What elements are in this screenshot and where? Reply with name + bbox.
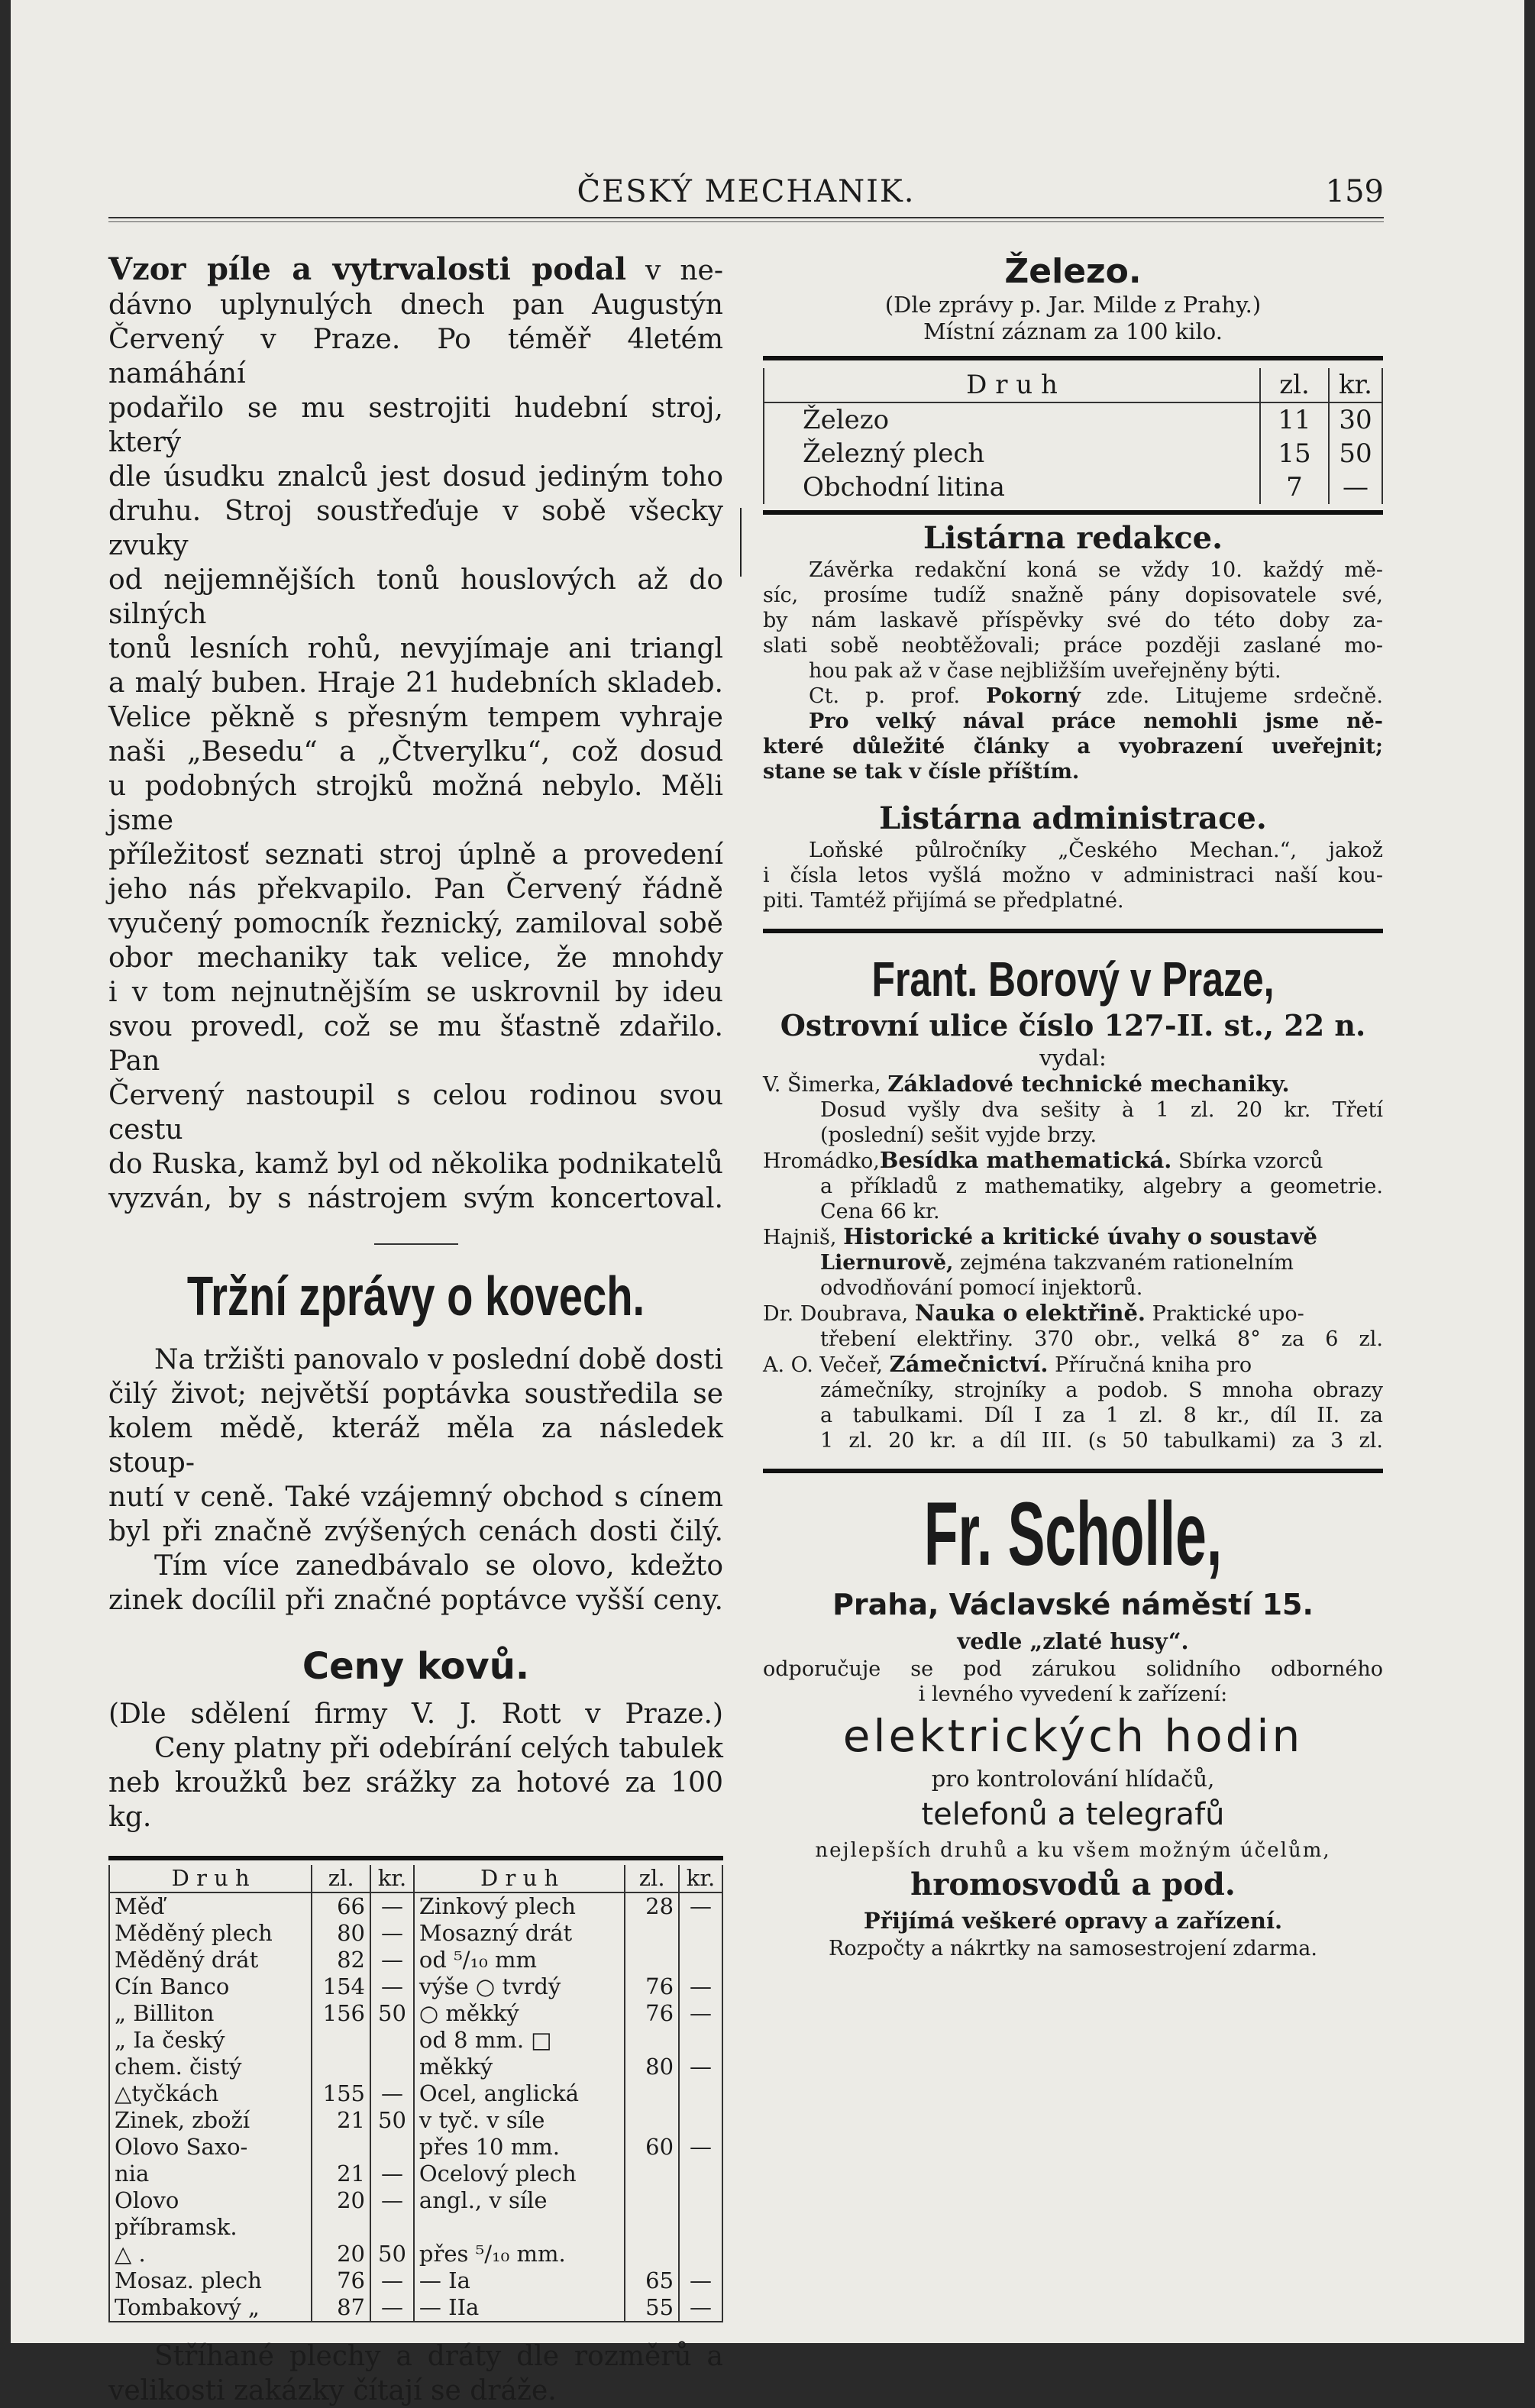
intro-line: podařilo se mu sestrojiti hudební stroj, který bbox=[108, 393, 723, 458]
metal-zl bbox=[625, 2080, 679, 2107]
newspaper-page bbox=[11, 0, 1524, 2406]
iron-kr: 50 bbox=[1329, 437, 1382, 470]
metal-zl: 80 bbox=[625, 2054, 679, 2080]
iron-zl: 11 bbox=[1260, 402, 1329, 437]
metal-kr bbox=[679, 1920, 722, 1947]
metal-zl: 87 bbox=[312, 2294, 370, 2322]
admin-line: Loňské půlročníky „Českého Mechan.“, jakož bbox=[809, 839, 1383, 862]
metal-kr: — bbox=[370, 2294, 414, 2322]
book-first-rest: Praktické upo- bbox=[1152, 1302, 1304, 1326]
metal-zl: 155 bbox=[312, 2080, 370, 2107]
page-header bbox=[108, 174, 1384, 212]
intro-line: od nejjemnějších tonů houslových až do silných bbox=[108, 564, 723, 630]
prices-footer bbox=[108, 2339, 723, 2408]
scholle-line: i levného vyvedení k zařízení: bbox=[918, 1682, 1228, 1706]
borovy-heading: Frant. Borový v Praze, bbox=[871, 952, 1275, 1007]
metal-zl bbox=[625, 2161, 679, 2187]
market-line: kolem mědě, kteráž měla za následek stoup- bbox=[108, 1413, 723, 1479]
metal-name: Mosaz. plech bbox=[109, 2267, 312, 2294]
iron-header-kr: kr. bbox=[1329, 368, 1382, 402]
book-title: Základové technické mechaniky. bbox=[887, 1071, 1290, 1097]
metal-name: měkký bbox=[414, 2054, 625, 2080]
table-row bbox=[109, 2187, 722, 2241]
book-line: (poslední) sešit vyjde brzy. bbox=[820, 1123, 1097, 1147]
metal-name: △ . bbox=[109, 2241, 312, 2267]
table-row bbox=[109, 2241, 722, 2267]
metal-zl bbox=[625, 2107, 679, 2134]
editorial-heading: Listárna redakce. bbox=[923, 520, 1223, 556]
intro-line: Velice pěkně s přesným tempem vyhraje bbox=[108, 702, 723, 733]
metal-name: △tyčkách bbox=[109, 2080, 312, 2107]
iron-name: Obchodní litina bbox=[764, 470, 1260, 504]
footer-line: velikosti zakázky čítají se dráže. bbox=[108, 2375, 557, 2406]
metal-name: od 8 mm. □ bbox=[414, 2027, 625, 2054]
metal-table-body bbox=[109, 1892, 722, 2322]
metal-name: — IIa bbox=[414, 2294, 625, 2322]
metal-zl: 20 bbox=[312, 2241, 370, 2267]
iron-name: Železný plech bbox=[764, 437, 1260, 470]
metal-zl bbox=[625, 2027, 679, 2054]
metal-zl bbox=[312, 2134, 370, 2161]
intro-line: příležitosť seznati stroj úplně a provedení bbox=[108, 839, 723, 871]
book-list bbox=[763, 1071, 1383, 1453]
table-row bbox=[109, 1892, 722, 1920]
intro-line: i v tom nejnutnějším se uskrovnil by ideu bbox=[108, 977, 723, 1008]
metal-name: Měď bbox=[109, 1892, 312, 1920]
metal-kr: — bbox=[370, 2267, 414, 2294]
left-column bbox=[108, 252, 723, 2408]
metal-zl: 28 bbox=[625, 1892, 679, 1920]
intro-line: u podobných strojků možná nebylo. Měli jsme bbox=[108, 771, 723, 836]
iron-kr: 30 bbox=[1329, 402, 1382, 437]
metal-name: Olovo Saxo- bbox=[109, 2134, 312, 2161]
prices-line: Ceny platny při odebírání celých tabulek bbox=[154, 1733, 723, 1764]
metal-kr: 50 bbox=[370, 2000, 414, 2027]
prices-line: neb kroužků bez srážky za hotové za 100 kg. bbox=[108, 1767, 723, 1833]
metal-kr: — bbox=[679, 2000, 722, 2027]
book-title: Besídka mathematická. bbox=[879, 1147, 1172, 1173]
book-title: Historické a kritické úvahy o soustavě bbox=[843, 1223, 1317, 1249]
header-kr: kr. bbox=[370, 1865, 414, 1892]
metal-kr: — bbox=[679, 2054, 722, 2080]
metal-name: Zinek, zboží bbox=[109, 2107, 312, 2134]
metal-zl bbox=[312, 2027, 370, 2054]
metal-kr bbox=[679, 2080, 722, 2107]
book-line: zámečníky, strojníky a podob. S mnoha obrazy bbox=[820, 1379, 1383, 1402]
iron-zl: 7 bbox=[1260, 470, 1329, 504]
iron-bottom-rule bbox=[763, 510, 1383, 515]
metal-zl: 80 bbox=[312, 1920, 370, 1947]
book-line-bold: Liernurově, bbox=[820, 1251, 954, 1275]
borovy-address: Ostrovní ulice číslo 127-II. st., 22 n. bbox=[780, 1008, 1366, 1042]
metal-kr: — bbox=[679, 2267, 722, 2294]
metal-name: Olovo příbramsk. bbox=[109, 2187, 312, 2241]
scholle-control: pro kontrolování hlídačů, bbox=[931, 1766, 1215, 1792]
metal-name: v tyč. v síle bbox=[414, 2107, 625, 2134]
metal-kr: — bbox=[679, 1973, 722, 2000]
book-line bbox=[763, 1250, 1383, 1275]
book-author: Hromádko, bbox=[763, 1149, 880, 1173]
scholle-lightning: hromosvodů a pod. bbox=[910, 1867, 1236, 1902]
scholle-near: vedle „zlaté husy“. bbox=[957, 1628, 1189, 1654]
book-author: Hajniš, bbox=[763, 1226, 837, 1249]
metal-kr bbox=[679, 2107, 722, 2134]
book-line: 1 zl. 20 kr. a díl III. (s 50 tabulkami) za 3 zl. bbox=[820, 1429, 1383, 1453]
metal-zl bbox=[625, 2241, 679, 2267]
market-heading: Tržní zprávy o kovech. bbox=[186, 1266, 645, 1327]
market-article bbox=[108, 1343, 723, 1618]
book-line: odvodňování pomocí injektorů. bbox=[820, 1276, 1143, 1300]
metal-name: Ocel, anglická bbox=[414, 2080, 625, 2107]
metal-zl: 156 bbox=[312, 2000, 370, 2027]
intro-line: svou provedl, což se mu šťastně zdařilo. Pan bbox=[108, 1011, 723, 1077]
iron-name: Železo bbox=[764, 402, 1260, 437]
table-top-rule bbox=[108, 1856, 723, 1860]
editorial-text bbox=[763, 558, 1383, 784]
iron-header-druh: D r u h bbox=[764, 368, 1260, 402]
iron-note: Místní záznam za 100 kilo. bbox=[923, 318, 1223, 344]
metal-zl bbox=[625, 1947, 679, 1973]
header-druh: D r u h bbox=[109, 1865, 312, 1892]
editorial-note-end: zde. Litujeme srdečně. bbox=[1107, 684, 1383, 708]
intro-line: dávno uplynulých dnech pan Augustýn bbox=[108, 289, 723, 321]
metal-kr bbox=[679, 2241, 722, 2267]
metal-kr: — bbox=[370, 1920, 414, 1947]
metal-kr bbox=[679, 2027, 722, 2054]
metal-name: „ Billiton bbox=[109, 2000, 312, 2027]
iron-header-zl: zl. bbox=[1260, 368, 1329, 402]
editorial-line: by nám laskavě příspěvky své do této doby za- bbox=[763, 609, 1383, 632]
intro-line: do Ruska, kamž byl od několika podnikatelů bbox=[108, 1149, 723, 1180]
intro-line: vyzván, by s nástrojem svým koncertoval. bbox=[108, 1183, 723, 1214]
book-author: Dr. Doubrava, bbox=[763, 1302, 909, 1326]
prices-intro bbox=[108, 1697, 723, 1834]
metal-kr: — bbox=[679, 1892, 722, 1920]
iron-source: (Dle zprávy p. Jar. Milde z Prahy.) bbox=[884, 292, 1262, 318]
metal-name: výše ○ tvrdý bbox=[414, 1973, 625, 2000]
table-row bbox=[109, 2294, 722, 2322]
editorial-line: Závěrka redakční koná se vždy 10. každý mě- bbox=[809, 558, 1383, 582]
market-line: čilý život; největší poptávka soustředila se bbox=[108, 1379, 723, 1410]
table-row bbox=[109, 2134, 722, 2161]
intro-line: Červený nastoupil s celou rodinou svou cestu bbox=[108, 1080, 723, 1146]
admin-line: i čísla letos vyšlá možno v administraci naší kou- bbox=[763, 864, 1383, 887]
intro-line: tonů lesních rohů, nevyjímaje ani triangl bbox=[108, 633, 723, 664]
metal-kr: 50 bbox=[370, 2107, 414, 2134]
intro-line: vyučený pomocník řeznický, zamiloval sobě bbox=[108, 908, 723, 939]
header-rule bbox=[108, 217, 1384, 222]
editorial-bold-line: stane se tak v čísle příštím. bbox=[763, 760, 1080, 784]
metal-zl: 20 bbox=[312, 2187, 370, 2241]
book-author: V. Šimerka, bbox=[763, 1073, 881, 1097]
metal-zl: 55 bbox=[625, 2294, 679, 2322]
metal-name: od ⁵/₁₀ mm bbox=[414, 1947, 625, 1973]
metal-zl bbox=[625, 2187, 679, 2241]
metal-zl: 21 bbox=[312, 2161, 370, 2187]
table-row bbox=[109, 2161, 722, 2187]
borovy-published: vydal: bbox=[1039, 1045, 1107, 1071]
book-line: třebení elektřiny. 370 obr., velká 8° za 6 zl. bbox=[820, 1327, 1383, 1351]
scholle-recommends bbox=[763, 1657, 1383, 1707]
metal-kr bbox=[679, 2161, 722, 2187]
book-line: Dosud vyšly dva sešity à 1 zl. 20 kr. Třetí bbox=[820, 1098, 1383, 1122]
iron-zl: 15 bbox=[1260, 437, 1329, 470]
admin-text bbox=[763, 838, 1383, 913]
right-column bbox=[763, 252, 1383, 1962]
metal-kr: — bbox=[370, 1947, 414, 1973]
table-row bbox=[109, 2107, 722, 2134]
metal-kr: 50 bbox=[370, 2241, 414, 2267]
journal-title: ČESKÝ MECHANIK. bbox=[577, 174, 916, 209]
metal-kr: — bbox=[679, 2134, 722, 2161]
metal-kr bbox=[679, 2187, 722, 2241]
metal-zl: 66 bbox=[312, 1892, 370, 1920]
metal-name: — Ia bbox=[414, 2267, 625, 2294]
metal-name: Zinkový plech bbox=[414, 1892, 625, 1920]
metal-name: ○ měkký bbox=[414, 2000, 625, 2027]
book-entry bbox=[763, 1148, 1383, 1174]
table-row bbox=[109, 1920, 722, 1947]
scholle-line: odporučuje se pod zárukou solidního odborného bbox=[763, 1657, 1383, 1681]
book-title: Nauka o elektřině. bbox=[914, 1300, 1146, 1326]
market-line: nutí v ceně. Také vzájemný obchod s cínem bbox=[108, 1482, 723, 1513]
metal-kr bbox=[370, 2027, 414, 2054]
book-line-rest: zejména takzvaném rationelním bbox=[960, 1251, 1294, 1275]
metal-zl: 82 bbox=[312, 1947, 370, 1973]
book-title: Zámečnictví. bbox=[889, 1351, 1049, 1377]
metal-kr bbox=[370, 2134, 414, 2161]
metal-name: angl., v síle bbox=[414, 2187, 625, 2241]
scholle-clocks: elektrických hodin bbox=[842, 1710, 1304, 1762]
book-author: A. O. Večeř, bbox=[763, 1353, 884, 1377]
metal-zl: 76 bbox=[625, 1973, 679, 2000]
metal-name: chem. čistý bbox=[109, 2054, 312, 2080]
metal-prices-table bbox=[108, 1865, 723, 2322]
metal-kr: — bbox=[679, 2294, 722, 2322]
scholle-phones: telefonů a telegrafů bbox=[921, 1797, 1225, 1832]
book-entry bbox=[763, 1224, 1383, 1250]
iron-header-row bbox=[764, 368, 1382, 402]
editorial-line: hou pak až v čase nejbližším uveřejněny býti. bbox=[809, 659, 1281, 683]
table-row bbox=[109, 2027, 722, 2054]
editorial-note bbox=[763, 684, 1383, 709]
scholle-heading: Fr. Scholle, bbox=[923, 1484, 1223, 1585]
editorial-note-name: Pokorný bbox=[986, 684, 1081, 708]
book-line: Cena 66 kr. bbox=[820, 1200, 940, 1223]
market-line: Na tržišti panovalo v poslední době dosti bbox=[154, 1344, 723, 1375]
ornament-divider bbox=[374, 1243, 458, 1245]
intro-bold-lead: Vzor píle a vytrvalosti podal bbox=[108, 251, 627, 287]
scholle-best: nejlepších druhů a ku všem možným účelům, bbox=[815, 1839, 1331, 1862]
header-kr: kr. bbox=[679, 1865, 722, 1892]
metal-kr: — bbox=[370, 2161, 414, 2187]
admin-heading: Listárna administrace. bbox=[879, 800, 1267, 836]
iron-row bbox=[764, 402, 1382, 437]
iron-top-rule bbox=[763, 356, 1383, 360]
metal-kr: — bbox=[370, 2080, 414, 2107]
metal-zl: 154 bbox=[312, 1973, 370, 2000]
metal-kr: — bbox=[370, 1973, 414, 2000]
intro-line: druhu. Stroj soustřeďuje v sobě všecky zvuky bbox=[108, 496, 723, 561]
book-first-rest: Příručná kniha pro bbox=[1055, 1353, 1252, 1377]
editorial-line: síc, prosíme tudíž snažně pány dopisovatele své, bbox=[763, 583, 1383, 607]
metal-zl: 76 bbox=[312, 2267, 370, 2294]
column-divider bbox=[740, 508, 742, 577]
book-entry bbox=[763, 1301, 1383, 1327]
metal-kr: — bbox=[370, 1892, 414, 1920]
metal-name: nia bbox=[109, 2161, 312, 2187]
scholle-quotes: Rozpočty a nákrtky na samosestrojení zdarma. bbox=[829, 1937, 1317, 1960]
table-row bbox=[109, 1973, 722, 2000]
prices-heading: Ceny kovů. bbox=[302, 1645, 530, 1688]
scholle-address: Praha, Václavské náměstí 15. bbox=[832, 1588, 1314, 1621]
header-zl: zl. bbox=[625, 1865, 679, 1892]
intro-line: jeho nás překvapilo. Pan Červený řádně bbox=[108, 874, 723, 905]
metal-name: „ Ia český bbox=[109, 2027, 312, 2054]
borovy-top-rule bbox=[763, 929, 1383, 933]
iron-kr: — bbox=[1329, 470, 1382, 504]
metal-zl: 76 bbox=[625, 2000, 679, 2027]
iron-heading: Železo. bbox=[1004, 252, 1142, 291]
book-entry bbox=[763, 1352, 1383, 1378]
editorial-line: slati sobě neobtěžovali; práce později zaslané mo- bbox=[763, 634, 1383, 658]
metal-name: Měděný plech bbox=[109, 1920, 312, 1947]
metal-kr bbox=[679, 1947, 722, 1973]
metal-name: přes ⁵/₁₀ mm. bbox=[414, 2241, 625, 2267]
metal-kr bbox=[370, 2054, 414, 2080]
editorial-bold-line: Pro velký nával práce nemohli jsme ně- bbox=[809, 709, 1383, 733]
iron-row bbox=[764, 437, 1382, 470]
table-row bbox=[109, 2267, 722, 2294]
book-entry bbox=[763, 1071, 1383, 1097]
metal-name: Měděný drát bbox=[109, 1947, 312, 1973]
book-line: a tabulkami. Díl I za 1 zl. 8 kr., díl II. za bbox=[820, 1404, 1383, 1427]
metal-name: Mosazný drát bbox=[414, 1920, 625, 1947]
metal-name: Ocelový plech bbox=[414, 2161, 625, 2187]
intro-line: obor mechaniky tak velice, že mnohdy bbox=[108, 942, 723, 974]
metal-zl: 21 bbox=[312, 2107, 370, 2134]
intro-line: dle úsudku znalců jest dosud jediným toho bbox=[108, 461, 723, 493]
metal-zl: 65 bbox=[625, 2267, 679, 2294]
book-first-rest: Sbírka vzorců bbox=[1178, 1149, 1323, 1173]
metal-zl bbox=[312, 2054, 370, 2080]
metal-name: Tombakový „ bbox=[109, 2294, 312, 2322]
footer-line: Stříhané plechy a dráty dle rozměrů a bbox=[154, 2341, 723, 2372]
admin-line: piti. Tamtéž přijímá se předplatné. bbox=[763, 889, 1124, 913]
intro-article bbox=[108, 252, 723, 1216]
intro-line: v ne- bbox=[645, 255, 723, 286]
iron-table bbox=[763, 368, 1383, 504]
table-row bbox=[109, 1947, 722, 1973]
metal-name: přes 10 mm. bbox=[414, 2134, 625, 2161]
prices-source: (Dle sdělení firmy V. J. Rott v Praze.) bbox=[108, 1699, 723, 1730]
metal-zl bbox=[625, 1920, 679, 1947]
table-header-row bbox=[109, 1865, 722, 1892]
header-druh: D r u h bbox=[414, 1865, 625, 1892]
scholle-repairs: Přijímá veškeré opravy a zařízení. bbox=[863, 1908, 1283, 1934]
intro-line: a malý buben. Hraje 21 hudebních skladeb. bbox=[108, 667, 723, 699]
intro-line: Červený v Praze. Po téměř 4letém namáhání bbox=[108, 324, 723, 389]
header-zl: zl. bbox=[312, 1865, 370, 1892]
iron-row bbox=[764, 470, 1382, 504]
market-line: byl při značně zvýšených cenách dosti čilý. bbox=[108, 1516, 723, 1547]
intro-line: naši „Besedu“ a „Čtverylku“, což dosud bbox=[108, 736, 723, 768]
book-line: a příkladů z mathematiky, algebry a geometrie. bbox=[820, 1175, 1383, 1198]
metal-kr: — bbox=[370, 2187, 414, 2241]
table-row bbox=[109, 2080, 722, 2107]
page-number: 159 bbox=[1325, 174, 1384, 209]
market-line: zinek docílil při značné poptávce vyšší ceny. bbox=[108, 1585, 723, 1616]
metal-name: Cín Banco bbox=[109, 1973, 312, 2000]
editorial-note-start: Ct. p. prof. bbox=[809, 684, 961, 708]
metal-zl: 60 bbox=[625, 2134, 679, 2161]
table-row bbox=[109, 2000, 722, 2027]
editorial-bold-line: které důležité články a vyobrazení uveřejnit; bbox=[763, 735, 1383, 758]
table-row bbox=[109, 2054, 722, 2080]
market-line: Tím více zanedbávalo se olovo, kdežto bbox=[154, 1550, 723, 1582]
scholle-top-rule bbox=[763, 1469, 1383, 1473]
